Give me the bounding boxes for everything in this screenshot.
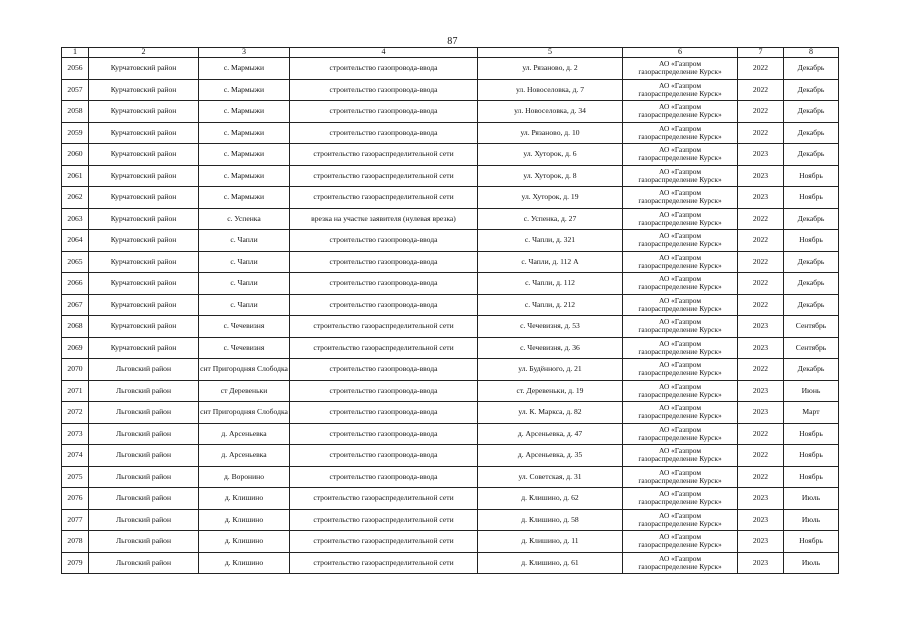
work-type-cell: строительство газопровода-ввода (290, 273, 478, 295)
address-cell: д. Клишино, д. 58 (478, 509, 623, 531)
settlement-cell: с. Мармыжи (199, 122, 290, 144)
organization-line-1: АО «Газпром (658, 403, 702, 413)
month-cell: Ноябрь (784, 423, 839, 445)
table-row (62, 488, 839, 510)
month-cell: Ноябрь (784, 531, 839, 553)
address-cell: с. Успенка, д. 27 (478, 208, 623, 230)
organization-line-2: газораспределение Курск» (638, 153, 722, 163)
column-header: 3 (199, 48, 290, 58)
district-cell: Курчатовский район (89, 208, 199, 230)
organization-line-1: АО «Газпром (658, 424, 702, 434)
settlement-cell: с. Чечевизня (199, 337, 290, 359)
settlement-cell: ст Деревеньки (199, 380, 290, 402)
address-cell: с. Чечевизня, д. 53 (478, 316, 623, 338)
work-type-cell: строительство газопровода-ввода (290, 380, 478, 402)
organization-cell (623, 316, 738, 338)
address-cell: с. Чапли, д. 321 (478, 230, 623, 252)
address-cell: ул. Рязаново, д. 10 (478, 122, 623, 144)
year-cell: 2022 (738, 122, 784, 144)
month-cell: Ноябрь (784, 466, 839, 488)
district-cell: Льговский район (89, 466, 199, 488)
settlement-cell: с. Мармыжи (199, 58, 290, 80)
month-cell: Сентябрь (784, 316, 839, 338)
organization-line-1: АО «Газпром (658, 338, 702, 348)
table-row (62, 58, 839, 80)
address-cell: ул. Хуторок, д. 6 (478, 144, 623, 166)
address-cell: д. Клишино, д. 11 (478, 531, 623, 553)
column-header: 6 (623, 48, 738, 58)
table-row (62, 79, 839, 101)
settlement-cell: д. Клишино (199, 509, 290, 531)
organization-cell (623, 402, 738, 424)
organization-cell (623, 79, 738, 101)
district-cell: Льговский район (89, 531, 199, 553)
table-row (62, 509, 839, 531)
organization-line-2: газораспределение Курск» (638, 131, 722, 141)
month-cell: Декабрь (784, 208, 839, 230)
work-type-cell: строительство газопровода-ввода (290, 445, 478, 467)
district-cell: Курчатовский район (89, 79, 199, 101)
work-type-cell: строительство газопровода-ввода (290, 402, 478, 424)
district-cell: Курчатовский район (89, 230, 199, 252)
organization-line-1: АО «Газпром (658, 553, 702, 563)
organization-line-1: АО «Газпром (658, 59, 702, 69)
year-cell: 2022 (738, 251, 784, 273)
year-cell: 2023 (738, 380, 784, 402)
month-cell: Декабрь (784, 144, 839, 166)
work-type-cell: строительство газораспределительной сети (290, 187, 478, 209)
organization-line-1: АО «Газпром (658, 188, 702, 198)
month-cell: Декабрь (784, 101, 839, 123)
table-row (62, 445, 839, 467)
work-type-cell: строительство газораспределительной сети (290, 531, 478, 553)
settlement-cell: с. Чапли (199, 294, 290, 316)
month-cell: Декабрь (784, 122, 839, 144)
row-number-cell: 2075 (62, 466, 89, 488)
work-type-cell: строительство газораспределительной сети (290, 552, 478, 574)
address-cell: д. Клишино, д. 61 (478, 552, 623, 574)
row-number-cell: 2069 (62, 337, 89, 359)
address-cell: ул. Советская, д. 31 (478, 466, 623, 488)
table-row (62, 402, 839, 424)
year-cell: 2022 (738, 273, 784, 295)
row-number-cell: 2066 (62, 273, 89, 295)
address-cell: с. Чапли, д. 212 (478, 294, 623, 316)
address-cell: ул. Будённого, д. 21 (478, 359, 623, 381)
district-cell: Курчатовский район (89, 273, 199, 295)
settlement-cell: с. Мармыжи (199, 101, 290, 123)
row-number-cell: 2056 (62, 58, 89, 80)
organization-line-2: газораспределение Курск» (638, 282, 722, 292)
organization-line-1: АО «Газпром (658, 295, 702, 305)
organization-cell (623, 380, 738, 402)
column-header: 5 (478, 48, 623, 58)
year-cell: 2022 (738, 58, 784, 80)
district-cell: Льговский район (89, 423, 199, 445)
settlement-cell: д. Клишино (199, 552, 290, 574)
organization-cell (623, 187, 738, 209)
district-cell: Курчатовский район (89, 101, 199, 123)
organization-cell (623, 509, 738, 531)
row-number-cell: 2065 (62, 251, 89, 273)
organization-cell (623, 101, 738, 123)
organization-line-2: газораспределение Курск» (638, 368, 722, 378)
organization-cell (623, 251, 738, 273)
organization-line-2: газораспределение Курск» (638, 217, 722, 227)
row-number-cell: 2061 (62, 165, 89, 187)
settlement-cell: с. Мармыжи (199, 79, 290, 101)
table-row (62, 101, 839, 123)
address-cell: д. Арсеньевка, д. 47 (478, 423, 623, 445)
month-cell: Ноябрь (784, 445, 839, 467)
organization-line-2: газораспределение Курск» (638, 497, 722, 507)
work-type-cell: строительство газораспределительной сети (290, 144, 478, 166)
row-number-cell: 2079 (62, 552, 89, 574)
work-type-cell: строительство газораспределительной сети (290, 488, 478, 510)
year-cell: 2022 (738, 79, 784, 101)
district-cell: Курчатовский район (89, 251, 199, 273)
month-cell: Декабрь (784, 251, 839, 273)
address-cell: с. Чапли, д. 112 А (478, 251, 623, 273)
row-number-cell: 2067 (62, 294, 89, 316)
work-type-cell: строительство газопровода-ввода (290, 79, 478, 101)
address-cell: ул. К. Маркса, д. 82 (478, 402, 623, 424)
table-row (62, 165, 839, 187)
year-cell: 2023 (738, 165, 784, 187)
settlement-cell: с. Чапли (199, 230, 290, 252)
organization-line-2: газораспределение Курск» (638, 518, 722, 528)
organization-cell (623, 230, 738, 252)
table-row (62, 273, 839, 295)
month-cell: Декабрь (784, 79, 839, 101)
organization-cell (623, 337, 738, 359)
organization-line-1: АО «Газпром (658, 381, 702, 391)
column-number-row (62, 48, 839, 58)
work-type-cell: строительство газораспределительной сети (290, 509, 478, 531)
organization-line-1: АО «Газпром (658, 489, 702, 499)
settlement-cell: с. Мармыжи (199, 187, 290, 209)
district-cell: Курчатовский район (89, 165, 199, 187)
year-cell: 2022 (738, 423, 784, 445)
organization-line-2: газораспределение Курск» (638, 325, 722, 335)
organization-cell (623, 445, 738, 467)
table-row (62, 230, 839, 252)
district-cell: Курчатовский район (89, 144, 199, 166)
year-cell: 2023 (738, 402, 784, 424)
year-cell: 2022 (738, 208, 784, 230)
district-cell: Курчатовский район (89, 294, 199, 316)
district-cell: Курчатовский район (89, 337, 199, 359)
row-number-cell: 2076 (62, 488, 89, 510)
address-cell: д. Клишино, д. 62 (478, 488, 623, 510)
work-type-cell: строительство газораспределительной сети (290, 165, 478, 187)
organization-line-1: АО «Газпром (658, 274, 702, 284)
work-type-cell: строительство газопровода-ввода (290, 101, 478, 123)
month-cell: Декабрь (784, 58, 839, 80)
organization-line-2: газораспределение Курск» (638, 561, 722, 571)
column-header: 4 (290, 48, 478, 58)
table-row (62, 552, 839, 574)
organization-cell (623, 488, 738, 510)
organization-line-1: АО «Газпром (658, 360, 702, 370)
row-number-cell: 2064 (62, 230, 89, 252)
address-cell: ул. Рязаново, д. 2 (478, 58, 623, 80)
month-cell: Ноябрь (784, 230, 839, 252)
organization-line-2: газораспределение Курск» (638, 67, 722, 77)
organization-cell (623, 466, 738, 488)
organization-line-2: газораспределение Курск» (638, 475, 722, 485)
organization-line-1: АО «Газпром (658, 317, 702, 327)
column-header: 1 (62, 48, 89, 58)
organization-line-2: газораспределение Курск» (638, 540, 722, 550)
district-cell: Льговский район (89, 359, 199, 381)
organization-line-1: АО «Газпром (658, 467, 702, 477)
organization-line-1: АО «Газпром (658, 510, 702, 520)
table-row (62, 316, 839, 338)
organization-cell (623, 359, 738, 381)
table-row (62, 337, 839, 359)
organization-line-2: газораспределение Курск» (638, 411, 722, 421)
row-number-cell: 2072 (62, 402, 89, 424)
row-number-cell: 2078 (62, 531, 89, 553)
organization-line-1: АО «Газпром (658, 166, 702, 176)
row-number-cell: 2073 (62, 423, 89, 445)
organization-line-2: газораспределение Курск» (638, 303, 722, 313)
row-number-cell: 2062 (62, 187, 89, 209)
work-type-cell: строительство газораспределительной сети (290, 337, 478, 359)
year-cell: 2022 (738, 294, 784, 316)
table-row (62, 423, 839, 445)
organization-cell (623, 122, 738, 144)
table-row (62, 531, 839, 553)
row-number-cell: 2058 (62, 101, 89, 123)
table-row (62, 380, 839, 402)
row-number-cell: 2057 (62, 79, 89, 101)
district-cell: Льговский район (89, 488, 199, 510)
work-type-cell: строительство газопровода-ввода (290, 294, 478, 316)
address-cell: ул. Новоселовка, д. 34 (478, 101, 623, 123)
year-cell: 2023 (738, 531, 784, 553)
work-type-cell: врезка на участке заявителя (нулевая врезка) (290, 208, 478, 230)
settlement-cell: д. Клишино (199, 488, 290, 510)
table-row (62, 466, 839, 488)
row-number-cell: 2063 (62, 208, 89, 230)
address-cell: с. Чечевизня, д. 36 (478, 337, 623, 359)
organization-cell (623, 144, 738, 166)
row-number-cell: 2070 (62, 359, 89, 381)
organization-line-1: АО «Газпром (658, 446, 702, 456)
row-number-cell: 2059 (62, 122, 89, 144)
month-cell: Июль (784, 552, 839, 574)
district-cell: Курчатовский район (89, 187, 199, 209)
month-cell: Декабрь (784, 294, 839, 316)
organization-line-2: газораспределение Курск» (638, 260, 722, 270)
year-cell: 2022 (738, 445, 784, 467)
organization-line-2: газораспределение Курск» (638, 389, 722, 399)
row-number-cell: 2074 (62, 445, 89, 467)
settlement-cell: с. Чечевизня (199, 316, 290, 338)
gasification-table (61, 47, 839, 574)
address-cell: ул. Хуторок, д. 8 (478, 165, 623, 187)
district-cell: Курчатовский район (89, 122, 199, 144)
settlement-cell: с. Успенка (199, 208, 290, 230)
year-cell: 2022 (738, 466, 784, 488)
organization-line-1: АО «Газпром (658, 209, 702, 219)
address-cell: ст. Деревеньки, д. 19 (478, 380, 623, 402)
organization-line-1: АО «Газпром (658, 252, 702, 262)
month-cell: Ноябрь (784, 165, 839, 187)
organization-line-2: газораспределение Курск» (638, 454, 722, 464)
row-number-cell: 2060 (62, 144, 89, 166)
table-row (62, 144, 839, 166)
table-body (62, 48, 839, 574)
month-cell: Март (784, 402, 839, 424)
organization-cell (623, 165, 738, 187)
address-cell: ул. Хуторок, д. 19 (478, 187, 623, 209)
district-cell: Льговский район (89, 509, 199, 531)
row-number-cell: 2068 (62, 316, 89, 338)
settlement-cell: с. Мармыжи (199, 165, 290, 187)
row-number-cell: 2071 (62, 380, 89, 402)
table-row (62, 208, 839, 230)
organization-cell (623, 531, 738, 553)
organization-line-1: АО «Газпром (658, 145, 702, 155)
month-cell: Сентябрь (784, 337, 839, 359)
district-cell: Курчатовский район (89, 58, 199, 80)
year-cell: 2023 (738, 488, 784, 510)
organization-cell (623, 552, 738, 574)
organization-line-2: газораспределение Курск» (638, 88, 722, 98)
organization-cell (623, 294, 738, 316)
year-cell: 2023 (738, 337, 784, 359)
column-header: 2 (89, 48, 199, 58)
month-cell: Декабрь (784, 273, 839, 295)
year-cell: 2023 (738, 552, 784, 574)
organization-cell (623, 273, 738, 295)
year-cell: 2022 (738, 359, 784, 381)
year-cell: 2023 (738, 187, 784, 209)
settlement-cell: д. Воронино (199, 466, 290, 488)
table-row (62, 359, 839, 381)
district-cell: Льговский район (89, 445, 199, 467)
table-row (62, 187, 839, 209)
work-type-cell: строительство газопровода-ввода (290, 230, 478, 252)
settlement-cell: с. Чапли (199, 273, 290, 295)
work-type-cell: строительство газопровода-ввода (290, 359, 478, 381)
district-cell: Льговский район (89, 380, 199, 402)
settlement-cell: с. Мармыжи (199, 144, 290, 166)
work-type-cell: строительство газопровода-ввода (290, 251, 478, 273)
work-type-cell: строительство газораспределительной сети (290, 316, 478, 338)
month-cell: Ноябрь (784, 187, 839, 209)
work-type-cell: строительство газопровода-ввода (290, 122, 478, 144)
organization-line-1: АО «Газпром (658, 80, 702, 90)
settlement-cell: д. Клишино (199, 531, 290, 553)
year-cell: 2022 (738, 230, 784, 252)
organization-line-2: газораспределение Курск» (638, 432, 722, 442)
work-type-cell: строительство газопровода-ввода (290, 423, 478, 445)
settlement-cell: с. Чапли (199, 251, 290, 273)
organization-line-1: АО «Газпром (658, 231, 702, 241)
district-cell: Льговский район (89, 552, 199, 574)
year-cell: 2023 (738, 509, 784, 531)
organization-line-1: АО «Газпром (658, 123, 702, 133)
month-cell: Июнь (784, 380, 839, 402)
organization-line-1: АО «Газпром (658, 102, 702, 112)
organization-line-1: АО «Газпром (658, 532, 702, 542)
organization-line-2: газораспределение Курск» (638, 174, 722, 184)
district-cell: Льговский район (89, 402, 199, 424)
settlement-cell: д. Арсеньевка (199, 423, 290, 445)
table-row (62, 251, 839, 273)
year-cell: 2022 (738, 101, 784, 123)
work-type-cell: строительство газопровода-ввода (290, 466, 478, 488)
address-cell: ул. Новоселовка, д. 7 (478, 79, 623, 101)
column-header: 7 (738, 48, 784, 58)
column-header: 8 (784, 48, 839, 58)
address-cell: с. Чапли, д. 112 (478, 273, 623, 295)
address-cell: д. Арсеньевка, д. 35 (478, 445, 623, 467)
organization-cell (623, 423, 738, 445)
month-cell: Июль (784, 488, 839, 510)
work-type-cell: строительство газопровода-ввода (290, 58, 478, 80)
settlement-cell: д. Арсеньевка (199, 445, 290, 467)
table-row (62, 294, 839, 316)
page-number: 87 (447, 36, 458, 47)
organization-cell (623, 58, 738, 80)
settlement-cell: снт Пригородняя Слободка (199, 402, 290, 424)
row-number-cell: 2077 (62, 509, 89, 531)
table-row (62, 122, 839, 144)
organization-line-2: газораспределение Курск» (638, 346, 722, 356)
month-cell: Декабрь (784, 359, 839, 381)
month-cell: Июль (784, 509, 839, 531)
organization-cell (623, 208, 738, 230)
organization-line-2: газораспределение Курск» (638, 110, 722, 120)
settlement-cell: снт Пригородняя Слободка (199, 359, 290, 381)
organization-line-2: газораспределение Курск» (638, 239, 722, 249)
year-cell: 2023 (738, 144, 784, 166)
organization-line-2: газораспределение Курск» (638, 196, 722, 206)
year-cell: 2023 (738, 316, 784, 338)
district-cell: Курчатовский район (89, 316, 199, 338)
